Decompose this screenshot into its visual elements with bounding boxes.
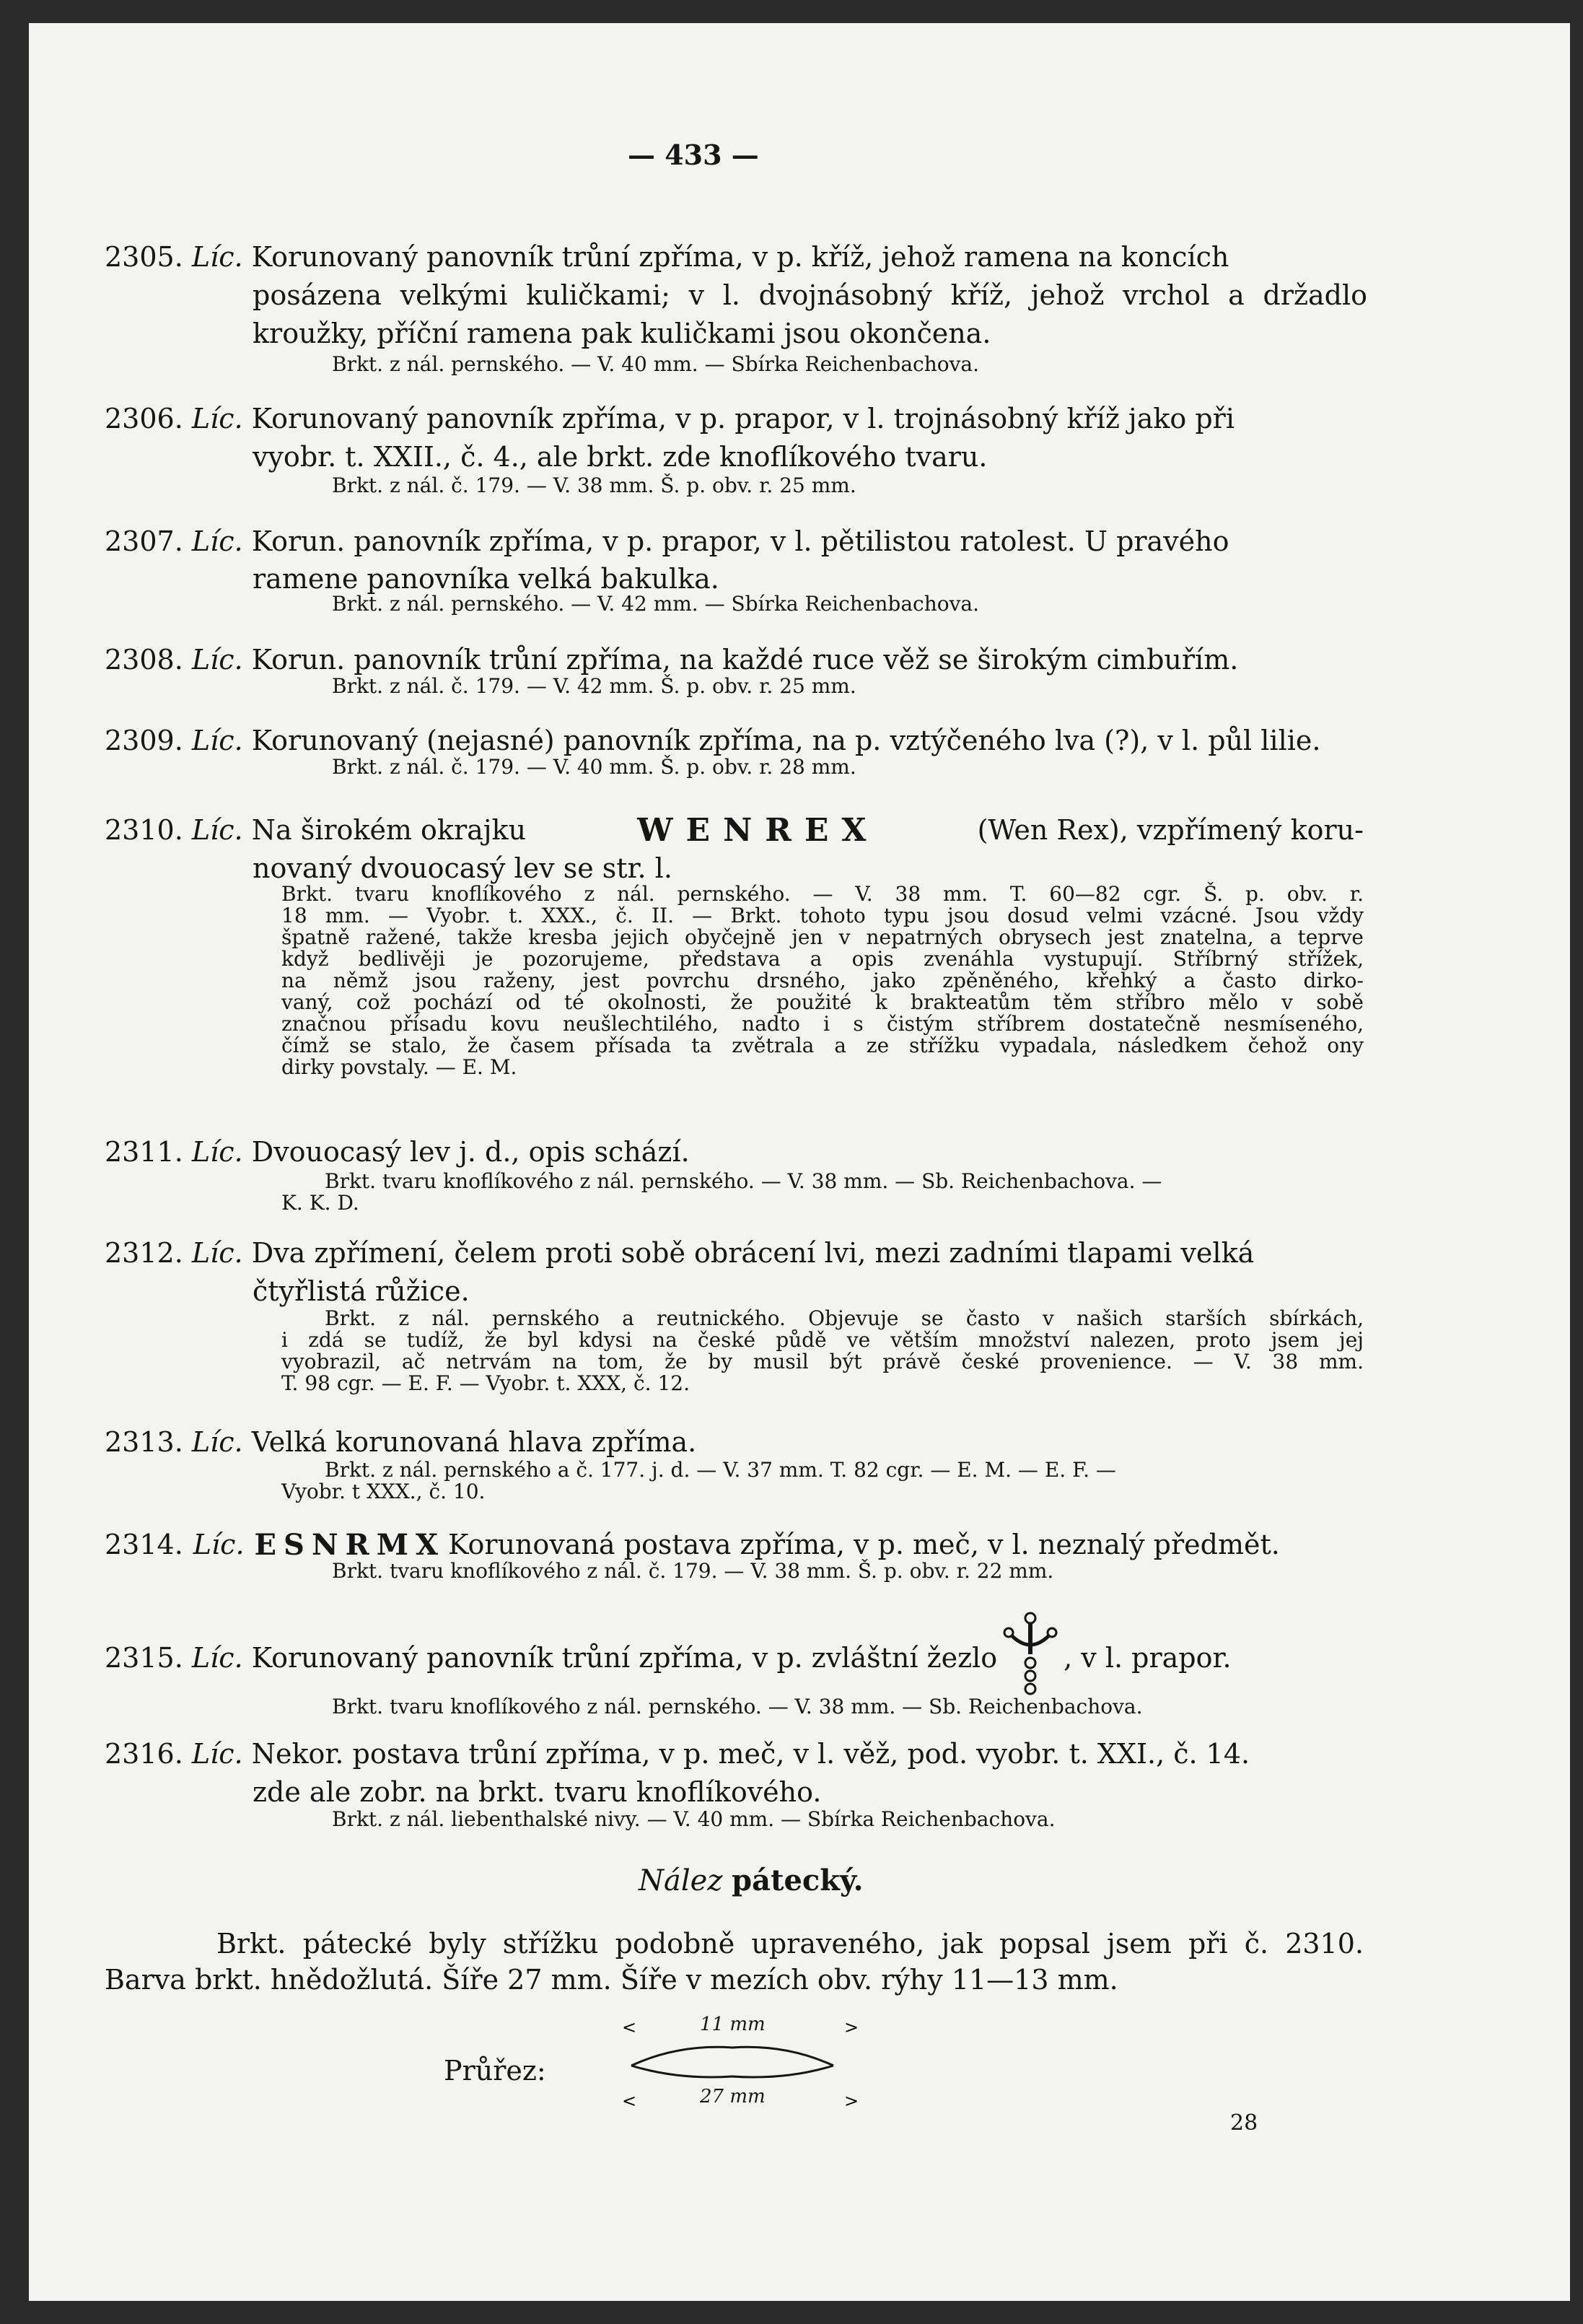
entry-note-block <box>281 1459 1364 1503</box>
entry-note: Brkt. z nál. č. 179. — V. 42 mm. Š. p. obv. r. 25 mm. <box>332 674 856 698</box>
lic-label: Líc. <box>191 403 243 434</box>
entry-line: čtyřlistá růžice. <box>253 1275 470 1307</box>
entry-2305 <box>105 238 1364 276</box>
entry-note: špatně ražené, takže kresba jejich obyčejně jen v nepatrných obrysech jest znatelna, a teprve <box>281 925 1364 949</box>
entry-line: Na širokém okrajku <box>251 814 527 846</box>
entry-note: K. K. D. <box>281 1191 359 1215</box>
entry-note: čímž se stalo, že časem přísada ta zvětrala a ze střížku vypadala, následkem čehož ony <box>281 1034 1364 1057</box>
entry-2311 <box>105 1133 690 1171</box>
legend-letter: W <box>637 812 673 849</box>
entry-note: když bedlivěji je pozorujeme, představa a opis zvenáhla vystupují. Stříbrný střížek, <box>281 947 1364 971</box>
cross-section-inner-width: 11 mm <box>700 2014 766 2035</box>
cross-section-label: Průřez: <box>444 2055 546 2087</box>
entry-line: Dvouocasý lev j. d., opis schází. <box>251 1136 690 1168</box>
cross-section-outer-width: 27 mm <box>700 2086 766 2107</box>
legend-letter: M <box>376 1528 409 1562</box>
lic-label: Líc. <box>191 814 243 846</box>
lic-label: Líc. <box>191 241 243 273</box>
entry-2310 <box>105 811 1364 849</box>
entry-note: Brkt. tvaru knoflíkového z nál. pernského. — V. 38 mm. T. 60—82 cgr. Š. p. obv. r. <box>281 882 1364 906</box>
entry-number: 2307. <box>105 525 183 557</box>
entry-line: zde ale zobr. na brkt. tvaru knoflíkového. <box>253 1776 822 1808</box>
svg-text:>: > <box>844 2017 859 2037</box>
svg-text:<: < <box>622 2091 637 2111</box>
entry-line: Korunovaný panovník trůní zpříma, v p. zvláštní žezlo <box>251 1641 998 1674</box>
entry-note: Brkt. z nál. pernského a reutnického. Objevuje se často v našich starších sbírkách, <box>325 1306 1364 1330</box>
entry-line: kroužky, příční ramena pak kuličkami jsou okončena. <box>253 318 991 349</box>
entry-number: 2309. <box>105 725 183 756</box>
entry-2307 <box>105 523 1364 561</box>
entry-2315 <box>105 1611 1232 1705</box>
lic-label: Líc. <box>191 1426 243 1458</box>
entry-note-block <box>281 1308 1364 1394</box>
page-header-number: — 433 — <box>628 139 759 171</box>
legend-letter: E <box>254 1528 277 1562</box>
scepter-icon <box>1001 1611 1059 1705</box>
entry-note: vyobrazil, ač netrvám na tom, že by musil být právě české provenience. — V. 38 mm. <box>281 1350 1364 1373</box>
entry-note: Brkt. z nál. liebenthalské nivy. — V. 40 mm. — Sbírka Reichenbachova. <box>332 1807 1056 1831</box>
entry-line: Dva zpřímení, čelem proti sobě obrácení lvi, mezi zadními tlapami velká <box>251 1237 1255 1269</box>
entry-note: 18 mm. — Vyobr. t. XXX., č. II. — Brkt. tohoto typu jsou dosud velmi vzácné. Jsou vždy <box>281 904 1364 927</box>
entry-line: Korunovaný panovník trůní zpříma, v p. kříž, jehož ramena na koncích <box>251 241 1229 273</box>
section-title <box>639 1864 864 1897</box>
entry-note: Brkt. z nál. pernského. — V. 42 mm. — Sbírka Reichenbachova. <box>332 592 980 616</box>
page <box>29 23 1570 2301</box>
entry-note-block <box>281 883 1364 1078</box>
entry-number: 2305. <box>105 241 183 273</box>
entry-number: 2315. <box>105 1641 183 1674</box>
svg-text:>: > <box>844 2091 859 2111</box>
entry-2312 <box>105 1234 1364 1272</box>
entry-number: 2310. <box>105 814 183 846</box>
lic-label: Líc. <box>191 1237 243 1269</box>
legend-letter: E <box>685 812 711 849</box>
legend-letter: X <box>841 812 867 849</box>
legend-letter: S <box>284 1528 304 1562</box>
closing-paragraph <box>105 1926 1364 1998</box>
entry-line: Nekor. postava trůní zpříma, v p. meč, v l. věž, pod. vyobr. t. XXI., č. 14. <box>251 1738 1250 1770</box>
legend-letter: E <box>804 812 829 849</box>
legend-letter: N <box>723 812 753 849</box>
entry-line: Korun. panovník zpříma, v p. prapor, v l. pětilistou ratolest. U pravého <box>251 525 1229 557</box>
entry-note: Brkt. z nál. pernského. — V. 40 mm. — Sbírka Reichenbachova. <box>332 352 980 376</box>
lic-label: Líc. <box>191 644 243 676</box>
entry-note: T. 98 cgr. — E. F. — Vyobr. t. XXX, č. 12. <box>281 1371 690 1395</box>
entry-note: i zdá se tudíž, že byl kdysi na české půdě ve větším množství nalezen, proto jsem jej <box>281 1328 1364 1352</box>
entry-line: novaný dvouocasý lev se str. l. <box>253 852 672 884</box>
legend-letters <box>637 811 866 849</box>
entry-line: Korunovaný (nejasné) panovník zpříma, na p. vztýčeného lva (?), v l. půl lilie. <box>251 725 1321 756</box>
page-footer-number: 28 <box>1230 2110 1258 2136</box>
lic-label: Líc. <box>191 1641 243 1674</box>
legend-letter: X <box>416 1528 439 1562</box>
lic-label: Líc. <box>191 1738 243 1770</box>
entry-line: Korun. panovník trůní zpříma, na každé ruce věž se širokým cimbuřím. <box>251 644 1239 676</box>
entry-line: vyobr. t. XXII., č. 4., ale brkt. zde knoflíkového tvaru. <box>253 441 988 473</box>
entry-number: 2306. <box>105 403 183 434</box>
entry-note: Brkt. z nál. pernského a č. 177. j. d. — V. 37 mm. T. 82 cgr. — E. M. — E. F. — <box>325 1458 1116 1482</box>
entry-note-block <box>281 1171 1364 1214</box>
entry-line: ramene panovníka velká bakulka. <box>253 563 719 595</box>
entry-2316 <box>105 1735 1364 1773</box>
entry-note: dirky povstaly. — E. M. <box>281 1055 517 1079</box>
entry-number: 2316. <box>105 1738 183 1770</box>
entry-note: vaný, což pochází od té okolnosti, že použité k brakteatům těm stříbro mělo v sobě <box>281 990 1364 1014</box>
entry-note: Brkt. tvaru knoflíkového z nál. pernského. — V. 38 mm. — Sb. Reichenbachova. <box>332 1695 1143 1718</box>
legend-letter: N <box>311 1528 338 1562</box>
entry-line: Korunovaná postava zpříma, v p. meč, v l. neznalý předmět. <box>448 1529 1280 1560</box>
lic-label: Líc. <box>193 1529 245 1560</box>
entry-number: 2313. <box>105 1426 183 1458</box>
legend-letter: R <box>765 812 792 849</box>
entry-note: Brkt. z nál. č. 179. — V. 40 mm. Š. p. obv. r. 28 mm. <box>332 755 856 779</box>
lic-label: Líc. <box>191 725 243 756</box>
entry-note: Vyobr. t XXX., č. 10. <box>281 1480 486 1503</box>
entry-note: Brkt. tvaru knoflíkového z nál. pernského. — V. 38 mm. — Sb. Reichenbachova. — <box>325 1169 1162 1193</box>
legend-letter: R <box>345 1528 369 1562</box>
lic-label: Líc. <box>191 525 243 557</box>
entry-line: posázena velkými kuličkami; v l. dvojnásobný kříž, jehož vrchol a držadlo <box>253 279 1367 311</box>
closing-line: Barva brkt. hnědožlutá. Šíře 27 mm. Šíře v mezích obv. rýhy 11—13 mm. <box>105 1964 1118 1996</box>
entry-2313 <box>105 1423 696 1462</box>
entry-number: 2308. <box>105 644 183 676</box>
entry-number: 2312. <box>105 1237 183 1269</box>
entry-line: Korunovaný panovník zpříma, v p. prapor, v l. trojnásobný kříž jako při <box>251 403 1235 434</box>
section-title-italic: Nález <box>639 1864 723 1897</box>
lic-label: Líc. <box>191 1136 243 1168</box>
entry-line: (Wen Rex), vzpřímený koru- <box>977 814 1364 846</box>
section-title-bold: pátecký. <box>732 1864 864 1897</box>
svg-text:<: < <box>622 2017 637 2037</box>
entry-2306 <box>105 400 1364 438</box>
entry-note: značnou přísadu kovu neušlechtilého, nadto i s čistým stříbrem dostatečně nesmíseného, <box>281 1012 1364 1036</box>
entry-note: na němž jsou raženy, jest povrchu drsného, jako zpěněného, křehký a často dirko- <box>281 969 1364 992</box>
entry-line: , v l. prapor. <box>1064 1641 1232 1674</box>
entry-number: 2314. <box>105 1529 183 1560</box>
entry-note: Brkt. z nál. č. 179. — V. 38 mm. Š. p. obv. r. 25 mm. <box>332 473 856 497</box>
entry-line: Velká korunovaná hlava zpříma. <box>251 1426 697 1458</box>
entry-number: 2311. <box>105 1136 183 1168</box>
entry-note: Brkt. tvaru knoflíkového z nál. č. 179. — V. 38 mm. Š. p. obv. r. 22 mm. <box>332 1559 1054 1583</box>
closing-line: Brkt. pátecké byly střížku podobně upraveného, jak popsal jsem při č. 2310. <box>216 1928 1364 1960</box>
